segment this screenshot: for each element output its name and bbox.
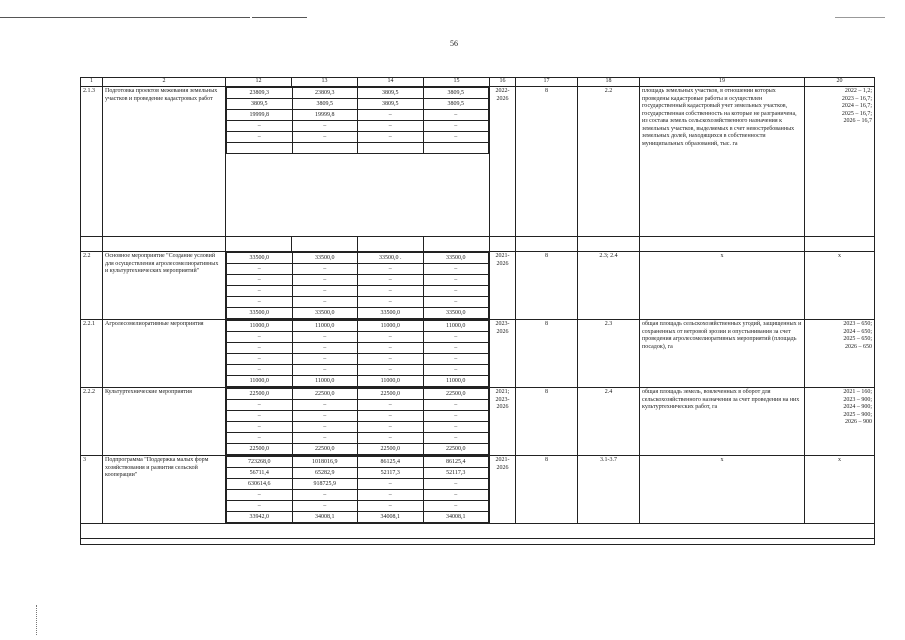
indicator-text: общая площадь сельскохозяйственных угодий, защищенных и сохраненных от ветровой эрозии и опустынивания за счет проведения агролесомелиоративных мероприятий (площадь посадок), га xyxy=(640,320,805,388)
funding-value: – xyxy=(292,490,358,501)
funding-value: – xyxy=(358,286,424,297)
funding-value: 11000,0 xyxy=(227,376,293,387)
funding-value: – xyxy=(358,490,424,501)
funding-value: 33942,0 xyxy=(227,512,293,523)
years-cell: 2021-2026 xyxy=(490,252,516,320)
funding-value: 86125,4 xyxy=(423,457,489,468)
funding-values xyxy=(226,388,490,456)
funding-values xyxy=(226,252,490,320)
column-numbers-row xyxy=(81,78,875,87)
funding-value: – xyxy=(227,354,293,365)
indicator-ref: 2.3; 2.4 xyxy=(578,252,640,320)
funding-value: – xyxy=(423,110,489,121)
indicator-text: общая площадь земель, вовлеченных в оборот для сельскохозяйственного назначения за счет проведения на них культуртехнических работ, га xyxy=(640,388,805,456)
funding-value: – xyxy=(292,501,358,512)
funding-value: 34008,1 xyxy=(423,512,489,523)
funding-line xyxy=(227,365,489,376)
funding-value: 918725,9 xyxy=(292,479,358,490)
header-cell: 17 xyxy=(516,78,578,87)
funding-value: – xyxy=(423,286,489,297)
funding-value: – xyxy=(292,433,358,444)
scan-top-line xyxy=(0,17,905,18)
funding-value: – xyxy=(423,501,489,512)
funding-value: 11000,0 xyxy=(423,321,489,332)
indicator-ref: 2.2 xyxy=(578,87,640,237)
indicator-text: х xyxy=(640,252,805,320)
funding-value: – xyxy=(423,264,489,275)
executor-code: 8 xyxy=(516,456,578,524)
funding-line xyxy=(227,121,489,132)
funding-value: 11000,0 xyxy=(358,321,424,332)
funding-value: – xyxy=(423,422,489,433)
funding-line xyxy=(227,275,489,286)
row-code: 2.2 xyxy=(81,252,103,320)
indicator-ref: 3.1-3.7 xyxy=(578,456,640,524)
funding-value: 11000,0 xyxy=(358,376,424,387)
target-values: х xyxy=(805,252,875,320)
years-cell: 2023-2026 xyxy=(490,320,516,388)
funding-value: 3809,5 xyxy=(358,88,424,99)
funding-value: 630614,6 xyxy=(227,479,293,490)
funding-line xyxy=(227,376,489,387)
years-cell: 2022-2026 xyxy=(490,87,516,237)
target-values: 2022 – 1,2; 2023 – 16,7; 2024 – 16,7; 2025 – 16,7; 2026 – 16,7 xyxy=(805,87,875,237)
scan-margin-marks xyxy=(36,605,39,635)
funding-line xyxy=(227,253,489,264)
funding-value: 86125,4 xyxy=(358,457,424,468)
funding-value: – xyxy=(358,132,424,143)
page-number: 56 xyxy=(450,39,458,48)
years-cell: 2021-2026 xyxy=(490,456,516,524)
funding-value: – xyxy=(292,411,358,422)
funding-line xyxy=(227,512,489,523)
funding-value: – xyxy=(423,275,489,286)
funding-value: – xyxy=(358,422,424,433)
funding-value xyxy=(358,143,424,154)
funding-value: – xyxy=(423,297,489,308)
funding-value: – xyxy=(292,332,358,343)
row-code: 2.2.2 xyxy=(81,388,103,456)
row-name: Подпрограмма "Поддержка малых форм хозяйствования и развития сельской кооперации" xyxy=(103,456,226,524)
funding-value: 23809,3 xyxy=(292,88,358,99)
funding-value: 33500,0 xyxy=(423,308,489,319)
funding-value: – xyxy=(423,479,489,490)
funding-value: 33500,0 xyxy=(292,308,358,319)
funding-line xyxy=(227,343,489,354)
target-values: 2021 – 160; 2023 – 900; 2024 – 900; 2025 – 900; 2026 – 900 xyxy=(805,388,875,456)
funding-value: – xyxy=(358,400,424,411)
funding-line xyxy=(227,88,489,99)
funding-value: – xyxy=(227,490,293,501)
funding-value: – xyxy=(423,343,489,354)
funding-value: 22500,0 xyxy=(292,444,358,455)
funding-value: 56711,4 xyxy=(227,468,293,479)
funding-value: 19999,8 xyxy=(292,110,358,121)
indicator-ref: 2.4 xyxy=(578,388,640,456)
funding-line xyxy=(227,264,489,275)
executor-code: 8 xyxy=(516,320,578,388)
funding-value: – xyxy=(227,264,293,275)
funding-values xyxy=(226,87,490,237)
row-code: 2.1.3 xyxy=(81,87,103,237)
funding-value: – xyxy=(292,400,358,411)
funding-value: – xyxy=(423,490,489,501)
header-cell: 14 xyxy=(358,78,424,87)
table-row xyxy=(81,252,875,320)
funding-value: – xyxy=(292,343,358,354)
funding-values xyxy=(226,456,490,524)
funding-line xyxy=(227,286,489,297)
funding-value xyxy=(292,143,358,154)
target-values: 2023 – 650; 2024 – 650; 2025 – 650; 2026 – 650 xyxy=(805,320,875,388)
funding-line xyxy=(227,444,489,455)
funding-value: – xyxy=(292,422,358,433)
funding-value: 11000,0 xyxy=(227,321,293,332)
header-cell: 20 xyxy=(805,78,875,87)
header-cell: 16 xyxy=(490,78,516,87)
funding-value: – xyxy=(227,501,293,512)
funding-value: – xyxy=(358,354,424,365)
indicator-text: х xyxy=(640,456,805,524)
target-values: х xyxy=(805,456,875,524)
header-cell: 2 xyxy=(103,78,226,87)
funding-value: – xyxy=(358,411,424,422)
table-row xyxy=(81,320,875,388)
funding-line xyxy=(227,400,489,411)
executor-code: 8 xyxy=(516,252,578,320)
funding-value: – xyxy=(423,354,489,365)
funding-value: – xyxy=(292,132,358,143)
funding-value: 65282,9 xyxy=(292,468,358,479)
blank-row xyxy=(81,539,875,545)
funding-value: – xyxy=(292,121,358,132)
funding-line xyxy=(227,297,489,308)
funding-value: 33500,0 . xyxy=(358,253,424,264)
spacer-row xyxy=(81,237,875,252)
funding-value: 3809,5 xyxy=(292,99,358,110)
funding-value: 33500,0 xyxy=(358,308,424,319)
funding-line xyxy=(227,143,489,154)
funding-value: – xyxy=(358,264,424,275)
funding-line xyxy=(227,501,489,512)
funding-value: 33500,0 xyxy=(227,308,293,319)
funding-value: 34008,1 xyxy=(292,512,358,523)
funding-line xyxy=(227,132,489,143)
funding-line xyxy=(227,332,489,343)
funding-value: – xyxy=(292,275,358,286)
funding-value: 52117,3 xyxy=(423,468,489,479)
funding-value: – xyxy=(423,400,489,411)
row-name: Культуртехнические мероприятия xyxy=(103,388,226,456)
funding-line xyxy=(227,110,489,121)
funding-value: 33500,0 xyxy=(423,253,489,264)
funding-value: – xyxy=(227,121,293,132)
funding-value: 22500,0 xyxy=(423,444,489,455)
funding-value: – xyxy=(423,121,489,132)
funding-value: – xyxy=(292,286,358,297)
funding-line xyxy=(227,308,489,319)
funding-line xyxy=(227,457,489,468)
funding-value: 3809,5 xyxy=(423,88,489,99)
funding-value: – xyxy=(358,110,424,121)
funding-value: – xyxy=(358,275,424,286)
indicator-text: площадь земельных участков, в отношении которых проведены кадастровые работы и осуществлен государственный кадастровый учет земельных участков, государственная собственность на которые не разграничена, из состава земель сельскохозяйственного назначения к земельных участков, выделяемых в счет невостребованных земельных долей, находящихся в собственности муниципальных образований, тыс. га xyxy=(640,87,805,237)
table-row xyxy=(81,388,875,456)
funding-value: – xyxy=(423,433,489,444)
funding-line xyxy=(227,321,489,332)
funding-value: 723268,0 xyxy=(227,457,293,468)
funding-value: – xyxy=(358,297,424,308)
funding-value: – xyxy=(358,332,424,343)
funding-value: – xyxy=(227,297,293,308)
funding-value: – xyxy=(423,411,489,422)
funding-value: – xyxy=(358,433,424,444)
years-cell: 2021; 2023-2026 xyxy=(490,388,516,456)
funding-value: 33500,0 xyxy=(227,253,293,264)
funding-value: – xyxy=(292,354,358,365)
funding-value: – xyxy=(227,422,293,433)
row-name: Основное мероприятие "Создание условий для осуществления агролесомелиоративных и культуртехнических мероприятий" xyxy=(103,252,226,320)
funding-value: – xyxy=(227,400,293,411)
funding-value: 22500,0 xyxy=(358,444,424,455)
funding-value: – xyxy=(423,332,489,343)
funding-value: – xyxy=(423,365,489,376)
funding-line xyxy=(227,389,489,400)
program-table xyxy=(80,77,875,545)
header-cell: 19 xyxy=(640,78,805,87)
funding-line xyxy=(227,422,489,433)
funding-value: 11000,0 xyxy=(292,321,358,332)
row-name: Агролесомелиоративные мероприятия xyxy=(103,320,226,388)
funding-value: – xyxy=(292,297,358,308)
funding-value: 22500,0 xyxy=(423,389,489,400)
funding-value: 1018016,9 xyxy=(292,457,358,468)
funding-value: 11000,0 xyxy=(292,376,358,387)
funding-value: 22500,0 xyxy=(358,389,424,400)
header-cell: 12 xyxy=(226,78,292,87)
row-name: Подготовка проектов межевания земельных участков и проведение кадастровых работ xyxy=(103,87,226,237)
funding-value xyxy=(423,143,489,154)
funding-value: – xyxy=(227,132,293,143)
funding-value: – xyxy=(358,121,424,132)
funding-value: 22500,0 xyxy=(227,389,293,400)
header-cell: 18 xyxy=(578,78,640,87)
funding-value: 22500,0 xyxy=(292,389,358,400)
funding-values xyxy=(226,320,490,388)
funding-value: – xyxy=(227,411,293,422)
funding-value: – xyxy=(292,365,358,376)
funding-value: – xyxy=(423,132,489,143)
funding-value: – xyxy=(292,264,358,275)
funding-value: – xyxy=(358,479,424,490)
funding-value: – xyxy=(227,332,293,343)
funding-line xyxy=(227,433,489,444)
funding-line xyxy=(227,354,489,365)
funding-value: – xyxy=(358,501,424,512)
executor-code: 8 xyxy=(516,388,578,456)
funding-line xyxy=(227,490,489,501)
table-row xyxy=(81,87,875,237)
header-cell: 15 xyxy=(424,78,490,87)
funding-line xyxy=(227,468,489,479)
funding-value: 23809,3 xyxy=(227,88,293,99)
funding-value: – xyxy=(227,433,293,444)
funding-value: 22500,0 xyxy=(227,444,293,455)
header-cell: 13 xyxy=(292,78,358,87)
funding-value: 3809,5 xyxy=(358,99,424,110)
funding-line xyxy=(227,99,489,110)
blank-row xyxy=(81,524,875,539)
funding-value xyxy=(227,143,293,154)
funding-value: – xyxy=(227,343,293,354)
funding-line xyxy=(227,411,489,422)
funding-value: – xyxy=(227,275,293,286)
funding-value: 19999,8 xyxy=(227,110,293,121)
funding-line xyxy=(227,479,489,490)
funding-value: 3809,5 xyxy=(423,99,489,110)
funding-value: – xyxy=(358,365,424,376)
funding-value: – xyxy=(227,286,293,297)
funding-value: – xyxy=(358,343,424,354)
funding-value: 33500,0 xyxy=(292,253,358,264)
row-code: 3 xyxy=(81,456,103,524)
funding-value: 3809,5 xyxy=(227,99,293,110)
table-row xyxy=(81,456,875,524)
indicator-ref: 2.3 xyxy=(578,320,640,388)
funding-value: 11000,0 xyxy=(423,376,489,387)
executor-code: 8 xyxy=(516,87,578,237)
funding-value: 52117,3 xyxy=(358,468,424,479)
funding-value: – xyxy=(227,365,293,376)
header-cell: 1 xyxy=(81,78,103,87)
funding-value: 34008,1 xyxy=(358,512,424,523)
row-code: 2.2.1 xyxy=(81,320,103,388)
